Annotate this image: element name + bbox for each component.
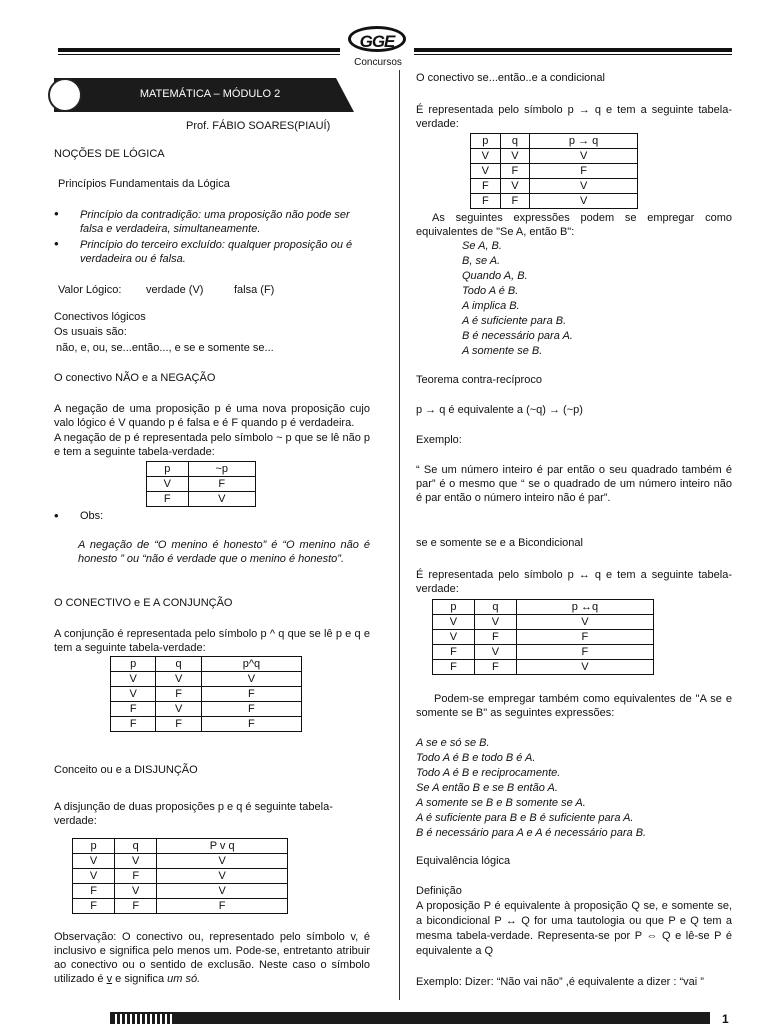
bicondicional-title: se e somente se e a Bicondicional (416, 537, 583, 549)
table-cell: p (147, 462, 189, 477)
definicao-text: A proposição P é equivalente à proposição Q se, e somente se, a bicondicional P ↔ Q for uma tautologia ou que P e Q tem a mesma tabela-verdade. Representa-se por P ⇔ Q e lê-se P é equivalente a Q (416, 900, 732, 957)
table-cell: q (500, 134, 530, 149)
table-cell: p (471, 134, 501, 149)
list-item: Quando A, B. (462, 270, 528, 282)
list-item: A somente se B e B somente se A. (416, 797, 586, 809)
header-rule-right (414, 48, 732, 52)
header-rule-left (58, 48, 340, 52)
table-cell: F (111, 702, 156, 717)
table-cell: F (157, 899, 288, 914)
table-row (433, 615, 654, 630)
table-cell: F (115, 899, 157, 914)
disjuncao-text: A disjunção de duas proposições p e q é seguinte tabela-verdade: (54, 801, 333, 827)
table-cell: p^q (201, 657, 301, 672)
table-cell: V (530, 149, 638, 164)
table-cell: F (516, 645, 653, 660)
disjunction-truth-table (72, 838, 288, 914)
table-cell: V (157, 854, 288, 869)
table-cell: q (156, 657, 201, 672)
table-cell: V (115, 854, 157, 869)
footer-bar (110, 1012, 710, 1024)
banner-circle-icon (48, 78, 82, 112)
table-cell: F (73, 884, 115, 899)
author: Prof. FÁBIO SOARES(PIAUÍ) (186, 120, 331, 132)
list-item: Todo A é B. (462, 285, 519, 297)
equiv-list (462, 239, 573, 359)
table-cell: V (474, 615, 516, 630)
list-item: Se A então B e se B então A. (416, 782, 558, 794)
logo-subtitle: Concursos (354, 57, 402, 68)
table-cell: V (157, 869, 288, 884)
exemplo-2: Exemplo: Dizer: “Não vai não” ,é equivalente a dizer : “vai ” (416, 976, 704, 988)
list-item: B é necessário para A e A é necessário para B. (416, 827, 647, 839)
list-item: A é suficiente para B. (462, 315, 567, 327)
table-cell: F (156, 717, 201, 732)
table-row (111, 687, 302, 702)
observacao-end: e significa (112, 973, 168, 985)
table-row (73, 884, 288, 899)
table-row (111, 657, 302, 672)
condicional-text: É representada pelo símbolo p → q e tem a seguinte tabela-verdade: (416, 104, 732, 130)
principle-item: • Princípio do terceiro excluído: qualquer proposição ou é verdadeira ou é falsa. (54, 238, 366, 266)
table-row (73, 869, 288, 884)
table-cell: V (157, 884, 288, 899)
table-cell: F (188, 477, 255, 492)
table-cell: p (433, 600, 475, 615)
biconditional-truth-table (432, 599, 654, 675)
table-cell: V (111, 687, 156, 702)
table-cell: q (115, 839, 157, 854)
observacao-body: Observação: O conectivo ou, representado pelo símbolo v, é inclusivo e significa pelo menos um. Pode-se, entretanto atribuir ao conectivo ou o sentido de exclusão. Neste caso o símbolo utilizado é (54, 931, 370, 985)
table-cell: V (433, 615, 475, 630)
table-cell: p ↔q (516, 600, 653, 615)
table-cell: F (115, 869, 157, 884)
definicao-label: Definição (416, 885, 462, 897)
conjuncao-title: O CONECTIVO e E A CONJUNÇÃO (54, 597, 233, 609)
table-cell: V (188, 492, 255, 507)
principle-item: • Princípio da contradição: uma proposição não pode ser falsa e verdadeira, simultaneamente. (54, 208, 366, 236)
table-cell: V (471, 164, 501, 179)
table-cell: F (433, 660, 475, 675)
table-row (147, 477, 256, 492)
table-cell: V (516, 615, 653, 630)
condicional-title: O conectivo se...então..e a condicional (416, 72, 605, 84)
table-cell: F (474, 630, 516, 645)
table-cell: p (73, 839, 115, 854)
table-row (471, 179, 638, 194)
table-row (471, 134, 638, 149)
table-cell: p → q (530, 134, 638, 149)
column-divider (399, 70, 400, 1000)
conectivos-usuais: Os usuais são: (54, 326, 127, 338)
table-cell: V (530, 179, 638, 194)
conjunction-truth-table (110, 656, 302, 732)
teorema-title: Teorema contra-recíproco (416, 374, 542, 386)
disjuncao-title: Conceito ou e a DISJUNÇÃO (54, 764, 198, 776)
bicondicional-text: É representada pelo símbolo p ↔ q e tem a seguinte tabela-verdade: (416, 569, 732, 595)
table-cell: F (111, 717, 156, 732)
negation-truth-table (146, 461, 256, 507)
table-row (471, 149, 638, 164)
observacao-symbol: v (106, 973, 113, 985)
table-row (147, 492, 256, 507)
table-cell: V (115, 884, 157, 899)
table-cell: V (500, 149, 530, 164)
table-cell: F (201, 717, 301, 732)
conectivos-list: não, e, ou, se...então..., e se e somente se... (56, 342, 274, 354)
list-item: Se A, B. (462, 240, 502, 252)
bicond-equiv-intro: Podem-se empregar também como equivalentes de "A se e somente se B" as seguintes expressões: (416, 693, 732, 719)
table-cell: q (474, 600, 516, 615)
valor-logico-v: verdade (V) (146, 284, 204, 296)
negacao-text: A negação de uma proposição p é uma nova proposição cujo valo lógico é V quando p é falsa e é F quando p é verdadeira. (54, 403, 370, 429)
list-item: Todo A é B e reciprocamente. (416, 767, 561, 779)
table-cell: V (530, 194, 638, 209)
table-cell: V (156, 672, 201, 687)
observacao-text (54, 930, 370, 986)
equiv-intro: As seguintes expressões podem se empregar como equivalentes de "Se A, então B": (416, 212, 732, 238)
table-row (111, 717, 302, 732)
module-title: MATEMÁTICA – MÓDULO 2 (139, 88, 281, 100)
table-row (433, 645, 654, 660)
list-item: A é suficiente para B e B é suficiente para A. (416, 812, 634, 824)
table-row (73, 899, 288, 914)
table-cell: V (471, 149, 501, 164)
list-item: A somente se B. (462, 345, 543, 357)
table-cell: F (500, 194, 530, 209)
table-row (73, 839, 288, 854)
table-row (433, 630, 654, 645)
gge-logo: GGE (348, 26, 406, 52)
table-cell: F (500, 164, 530, 179)
table-cell: F (201, 702, 301, 717)
list-item: B é necessário para A. (462, 330, 573, 342)
doc-title: NOÇÕES DE LÓGICA (54, 148, 165, 160)
table-row (73, 854, 288, 869)
table-cell: V (516, 660, 653, 675)
negacao-text-2: A negação de p é representada pelo símbolo ~ p que se lê não p e tem a seguinte tabela-verdade: (54, 432, 370, 458)
obs-text: A negação de “O menino é honesto” é “O menino não é honesto ” ou “não é verdade que o menino é honesto”. (78, 539, 370, 565)
conditional-truth-table (470, 133, 638, 209)
table-cell: P v q (157, 839, 288, 854)
table-cell: V (73, 869, 115, 884)
table-row (471, 164, 638, 179)
table-cell: F (471, 194, 501, 209)
principles-title: Princípios Fundamentais da Lógica (58, 178, 230, 190)
table-cell: F (433, 645, 475, 660)
equivalencia-title: Equivalência lógica (416, 855, 511, 867)
table-cell: F (147, 492, 189, 507)
table-cell: F (530, 164, 638, 179)
table-row (433, 600, 654, 615)
table-cell: F (471, 179, 501, 194)
table-row (433, 660, 654, 675)
table-row (111, 702, 302, 717)
table-row (111, 672, 302, 687)
footer-stripes (115, 1014, 175, 1024)
list-item: B, se A. (462, 255, 501, 267)
conjuncao-text: A conjunção é representada pelo símbolo p ^ q que se lê p e q e tem a seguinte tabela-verdade: (54, 628, 370, 654)
table-cell: V (147, 477, 189, 492)
negacao-title: O conectivo NÃO e a NEGAÇÃO (54, 372, 216, 384)
table-cell: V (500, 179, 530, 194)
principles-list (54, 208, 366, 266)
table-cell: V (433, 630, 475, 645)
valor-logico-label: Valor Lógico: (58, 284, 122, 296)
list-item: A se e só se B. (416, 737, 490, 749)
exemplo-text: “ Se um número inteiro é par então o seu quadrado também é par” é o mesmo que “ se o quadrado de um número inteiro não é par então o número inteiro não é par”. (416, 464, 732, 504)
observacao-italic: um só. (167, 973, 201, 985)
table-row (471, 194, 638, 209)
conectivos-title: Conectivos lógicos (54, 311, 146, 323)
valor-logico-f: falsa (F) (234, 284, 275, 296)
obs-label: • Obs: (54, 510, 768, 522)
table-cell: F (73, 899, 115, 914)
teorema-text: p → q é equivalente a (~q) → (~p) (416, 404, 583, 416)
table-cell: V (156, 702, 201, 717)
list-item: A implica B. (462, 300, 520, 312)
list-item: Todo A é B e todo B é A. (416, 752, 536, 764)
table-cell: V (474, 645, 516, 660)
page-number: 1 (722, 1012, 729, 1026)
table-cell: p (111, 657, 156, 672)
table-cell: V (201, 672, 301, 687)
table-cell: ~p (188, 462, 255, 477)
table-cell: F (156, 687, 201, 702)
table-cell: V (111, 672, 156, 687)
table-row (147, 462, 256, 477)
exemplo-label: Exemplo: (416, 434, 462, 446)
bicond-list (416, 736, 646, 841)
table-cell: V (73, 854, 115, 869)
table-cell: F (474, 660, 516, 675)
table-cell: F (201, 687, 301, 702)
table-cell: F (516, 630, 653, 645)
